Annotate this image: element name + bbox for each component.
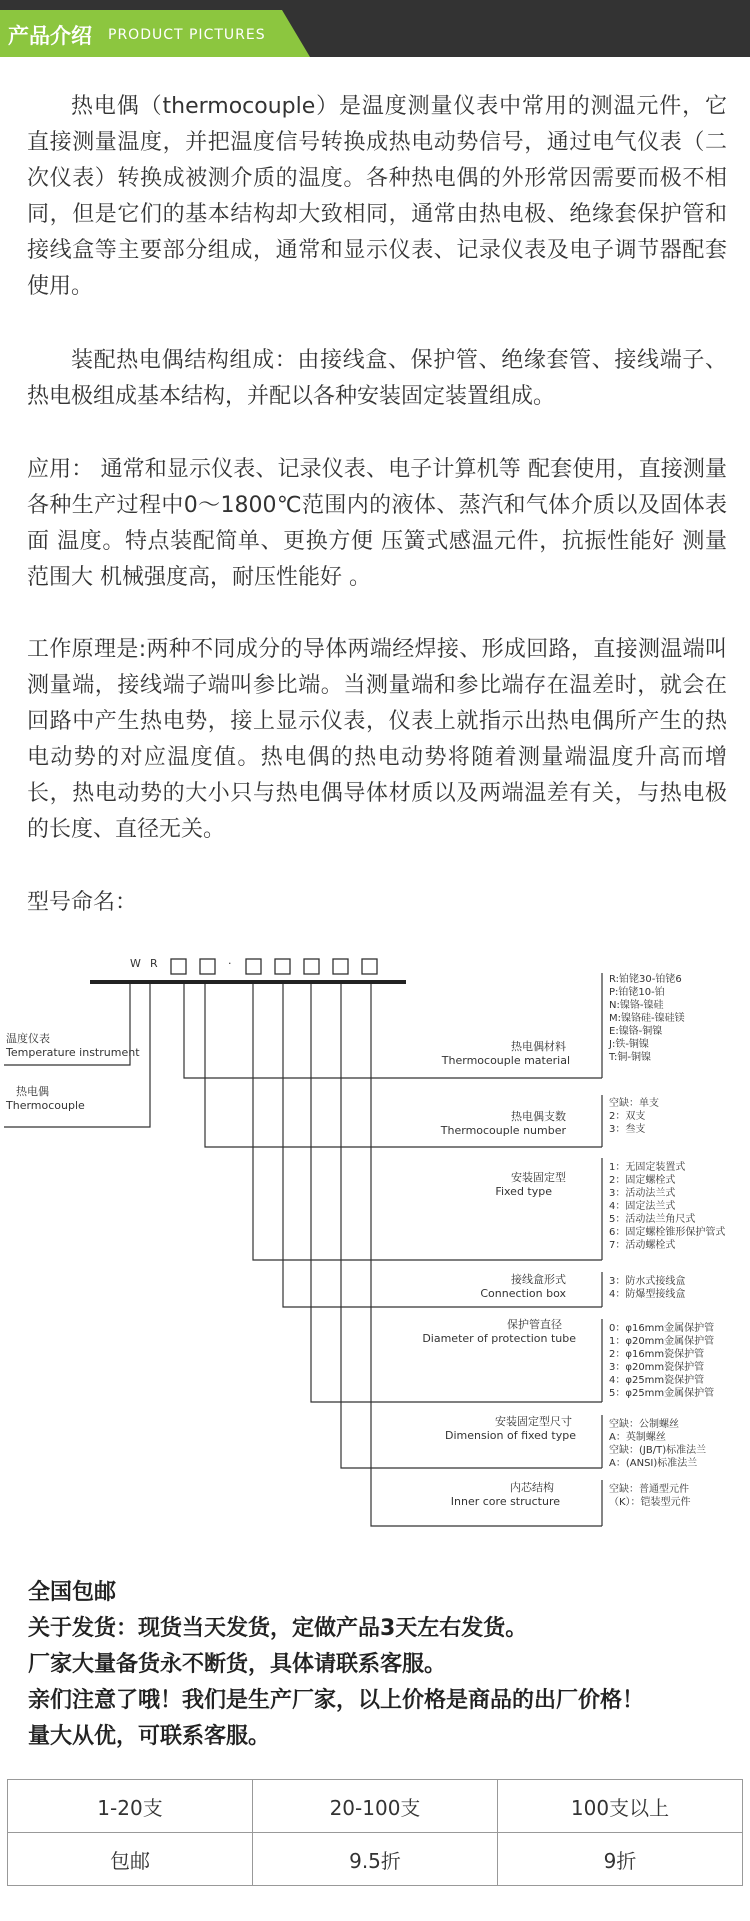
group-label-en-tube: Diameter of protection tube [422,1332,576,1345]
group-label-cn-fixed: 安装固定型 [511,1171,566,1184]
option-item: E:镍铬-铜镍 [609,1026,663,1037]
group-label-en-number: Thermocouple number [440,1124,566,1137]
intro-paragraph: 热电偶（thermocouple）是温度测量仪表中常用的测温元件，它直接测量温度，并把温度信号转换成热电动势信号，通过电气仪表（二次仪表）转换成被测介质的温度。各种热电偶的外形常因需要而极不相同，但是它们的基本结构却大致相同，通常由热电极、绝缘套保护管和接线盒等主要部分组成，通常和显示仪表、记录仪表及电子调节器配套使用。 [27,94,727,299]
option-item: 空缺：单支 [609,1098,659,1109]
option-item: （K）：铠装型元件 [609,1497,691,1508]
structure-paragraph: 装配热电偶结构组成：由接线盒、保护管、绝缘套管、接线端子、热电极组成基本结构，并配以各种安装固定装置组成。 [27,348,727,409]
code-bar [90,980,406,984]
group-label-cn-material: 热电偶材料 [511,1040,566,1053]
group-label-cn-dimension: 安装固定型尺寸 [495,1415,572,1428]
options-tube [609,1321,714,1399]
price-table [7,1779,743,1886]
group-label-cn-number: 热电偶支数 [511,1110,566,1123]
option-item: 5：活动法兰角尺式 [609,1214,696,1225]
left-label-cn-1: 温度仪表 [6,1032,50,1045]
note-factory-price: 亲们注意了哦！我们是生产厂家，以上价格是商品的出厂价格！ [28,1688,645,1713]
group-label-en-dimension: Dimension of fixed type [445,1429,576,1442]
option-item: 5：φ25mm金属保护管 [609,1388,715,1399]
code-dot: · [228,957,232,970]
option-item: 4：防爆型接线盒 [609,1289,686,1300]
option-item: 3：叁支 [609,1124,646,1135]
options-number [609,1096,659,1135]
discount-cell: 9.5折 [253,1833,498,1886]
option-item: M:镍铬硅-镍硅镁 [609,1013,685,1024]
option-item: 空缺：普通型元件 [609,1484,689,1495]
discount-cell: 9折 [498,1833,743,1886]
option-item: 4：固定法兰式 [609,1201,676,1212]
left-label-cn-2: 热电偶 [16,1085,49,1098]
option-item: 1：无固定装置式 [609,1162,686,1173]
group-label-en-box: Connection box [480,1287,566,1300]
option-item: P:铂铑10-铂 [609,987,665,998]
option-item: 空缺：(JB/T)标准法兰 [609,1445,707,1456]
option-item: J:铁-铜镍 [609,1039,649,1050]
note-bulk-discount: 量大从优，可联系客服。 [28,1724,271,1749]
group-label-en-core: Inner core structure [450,1495,560,1508]
section-title: 产品介绍 [8,24,92,48]
qty-range-cell: 100支以上 [498,1780,743,1833]
option-item: 6：固定螺栓锥形保护管式 [609,1227,726,1238]
option-item: 2：双支 [609,1111,646,1122]
note-delivery: 关于发货：现货当天发货，定做产品3天左右发货。 [28,1616,528,1641]
price-table-header-row [8,1780,743,1833]
options-material [608,972,685,1063]
code-box-5 [304,959,319,974]
option-item: 4：φ25mm瓷保护管 [609,1375,705,1386]
options-box [609,1274,685,1300]
option-item: 3：活动法兰式 [609,1188,676,1199]
section-header [0,0,750,57]
option-item: A：(ANSI)标准法兰 [609,1458,698,1469]
group-label-cn-box: 接线盒形式 [511,1273,566,1286]
option-item: A：英制螺丝 [609,1432,666,1443]
options-fixed [609,1160,725,1251]
group-label-cn-core: 内芯结构 [510,1481,554,1494]
qty-range-cell: 20-100支 [253,1780,498,1833]
code-box-1 [171,959,186,974]
code-box-6 [333,959,348,974]
option-item: 2：φ16mm瓷保护管 [609,1349,705,1360]
code-box-4 [275,959,290,974]
code-box-7 [362,959,377,974]
option-item: 2：固定螺栓式 [609,1175,676,1186]
options-core [609,1482,691,1508]
note-free-shipping: 全国包邮 [28,1580,117,1605]
option-item: 1：φ20mm金属保护管 [609,1336,715,1347]
qty-range-cell: 1-20支 [8,1780,253,1833]
code-box-3 [246,959,261,974]
group-label-en-material: Thermocouple material [441,1054,570,1067]
application-paragraph: 应用： 通常和显示仪表、记录仪表、电子计算机等 配套使用，直接测量各种生产过程中0～1800℃范围内的液体、蒸汽和气体介质以及固体表面 温度。特点装配简单、更换方便 压簧式感温元件，抗振性能好 测量范围大 机械强度高，耐压性能好 。 [27,457,727,590]
option-item: N:镍铬-镍硅 [609,1000,664,1011]
left-label-en-2: Thermocouple [6,1099,85,1112]
model-naming-title: 型号命名： [27,890,138,915]
price-table-row [8,1833,743,1886]
option-item: 7：活动螺栓式 [609,1240,676,1251]
discount-cell: 包邮 [8,1833,253,1886]
option-item: 0：φ16mm金属保护管 [609,1323,715,1334]
note-stock: 厂家大量备货永不断货，具体请联系客服。 [28,1652,447,1677]
options-dimension [609,1417,706,1469]
option-item: 3：防水式接线盒 [609,1276,686,1287]
code-box-2 [200,959,215,974]
left-label-en-1: Temperature instrument [6,1046,140,1059]
principle-paragraph: 工作原理是:两种不同成分的导体两端经焊接、形成回路，直接测温端叫测量端，接线端子端叫参比端。当测量端和参比端存在温差时，就会在回路中产生热电势，接上显示仪表，仪表上就指示出热电偶所产生的热电动势的对应温度值。热电偶的热电动势将随着测量端温度升高而增长，热电动势的大小只与热电偶导体材质以及两端温差有关，与热电极的长度、直径无关。 [27,637,727,842]
option-item: 空缺：公制螺丝 [609,1419,679,1430]
code-prefix-r: R [150,957,158,970]
option-item: R:铂铑30-铂铑6 [609,974,682,985]
group-label-cn-tube: 保护管直径 [507,1318,562,1331]
model-naming-diagram [0,925,750,1545]
option-item: T:铜-铜镍 [609,1052,651,1063]
group-label-en-fixed: Fixed type [495,1185,552,1198]
code-prefix-w: W [130,957,141,970]
section-subtitle: PRODUCT PICTURES [108,27,266,43]
option-item: 3：φ20mm瓷保护管 [609,1362,705,1373]
